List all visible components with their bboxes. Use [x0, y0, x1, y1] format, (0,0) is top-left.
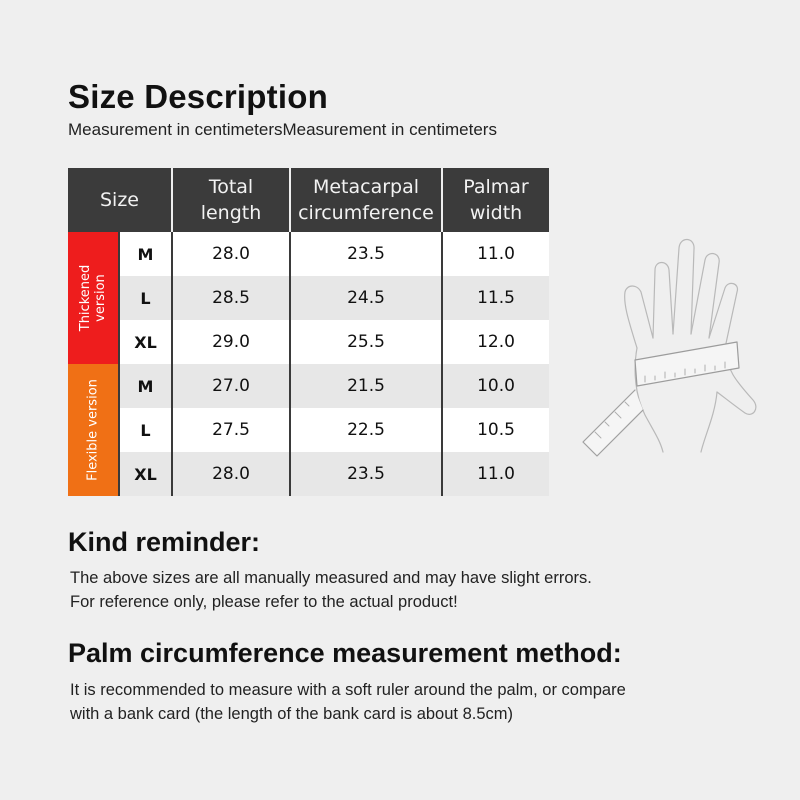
size-code: L: [119, 408, 172, 452]
palmar-cell: 11.5: [442, 276, 549, 320]
metacarpal-cell: 21.5: [290, 364, 442, 408]
total-length-cell: 28.0: [172, 452, 290, 496]
reminder-text: The above sizes are all manually measured and may have slight errors. For reference only, please refer to the actual product!: [70, 569, 592, 611]
size-code: XL: [119, 320, 172, 364]
total-length-cell: 27.5: [172, 408, 290, 452]
metacarpal-cell: 25.5: [290, 320, 442, 364]
palmar-cell: 12.0: [442, 320, 549, 364]
size-table: [68, 168, 549, 496]
header-total-length: Total length: [172, 168, 290, 232]
header-metacarpal-circumference: Metacarpal circumference: [290, 168, 442, 232]
header-size: Size: [68, 168, 172, 232]
method-text: It is recommended to measure with a soft ruler around the palm, or compare with a bank card (the length of the bank card is about 8.5cm): [70, 681, 626, 723]
table-row: [68, 408, 549, 452]
size-code: L: [119, 276, 172, 320]
size-code: XL: [119, 452, 172, 496]
palmar-cell: 11.0: [442, 452, 549, 496]
table-row: [68, 232, 549, 276]
size-code: M: [119, 232, 172, 276]
hand-with-measuring-tape-icon: [575, 230, 780, 470]
total-length-cell: 28.5: [172, 276, 290, 320]
palmar-cell: 11.0: [442, 232, 549, 276]
table-header-row: [68, 168, 549, 232]
total-length-cell: 28.0: [172, 232, 290, 276]
table-row: [68, 364, 549, 408]
header-palmar-width: Palmar width: [442, 168, 549, 232]
total-length-cell: 29.0: [172, 320, 290, 364]
palmar-cell: 10.5: [442, 408, 549, 452]
table-row: [68, 320, 549, 364]
table-row: [68, 276, 549, 320]
table-row: [68, 452, 549, 496]
page-title: Size Description: [68, 78, 328, 115]
total-length-cell: 27.0: [172, 364, 290, 408]
group-label-thickened: Thickened version: [68, 232, 119, 364]
palmar-cell: 10.0: [442, 364, 549, 408]
size-code: M: [119, 364, 172, 408]
metacarpal-cell: 24.5: [290, 276, 442, 320]
metacarpal-cell: 22.5: [290, 408, 442, 452]
metacarpal-cell: 23.5: [290, 452, 442, 496]
method-heading: Palm circumference measurement method:: [68, 638, 622, 668]
group-label-flexible: Flexible version: [68, 364, 119, 496]
reminder-heading: Kind reminder:: [68, 527, 261, 557]
metacarpal-cell: 23.5: [290, 232, 442, 276]
page-subtitle: Measurement in centimetersMeasurement in centimeters: [68, 120, 497, 139]
